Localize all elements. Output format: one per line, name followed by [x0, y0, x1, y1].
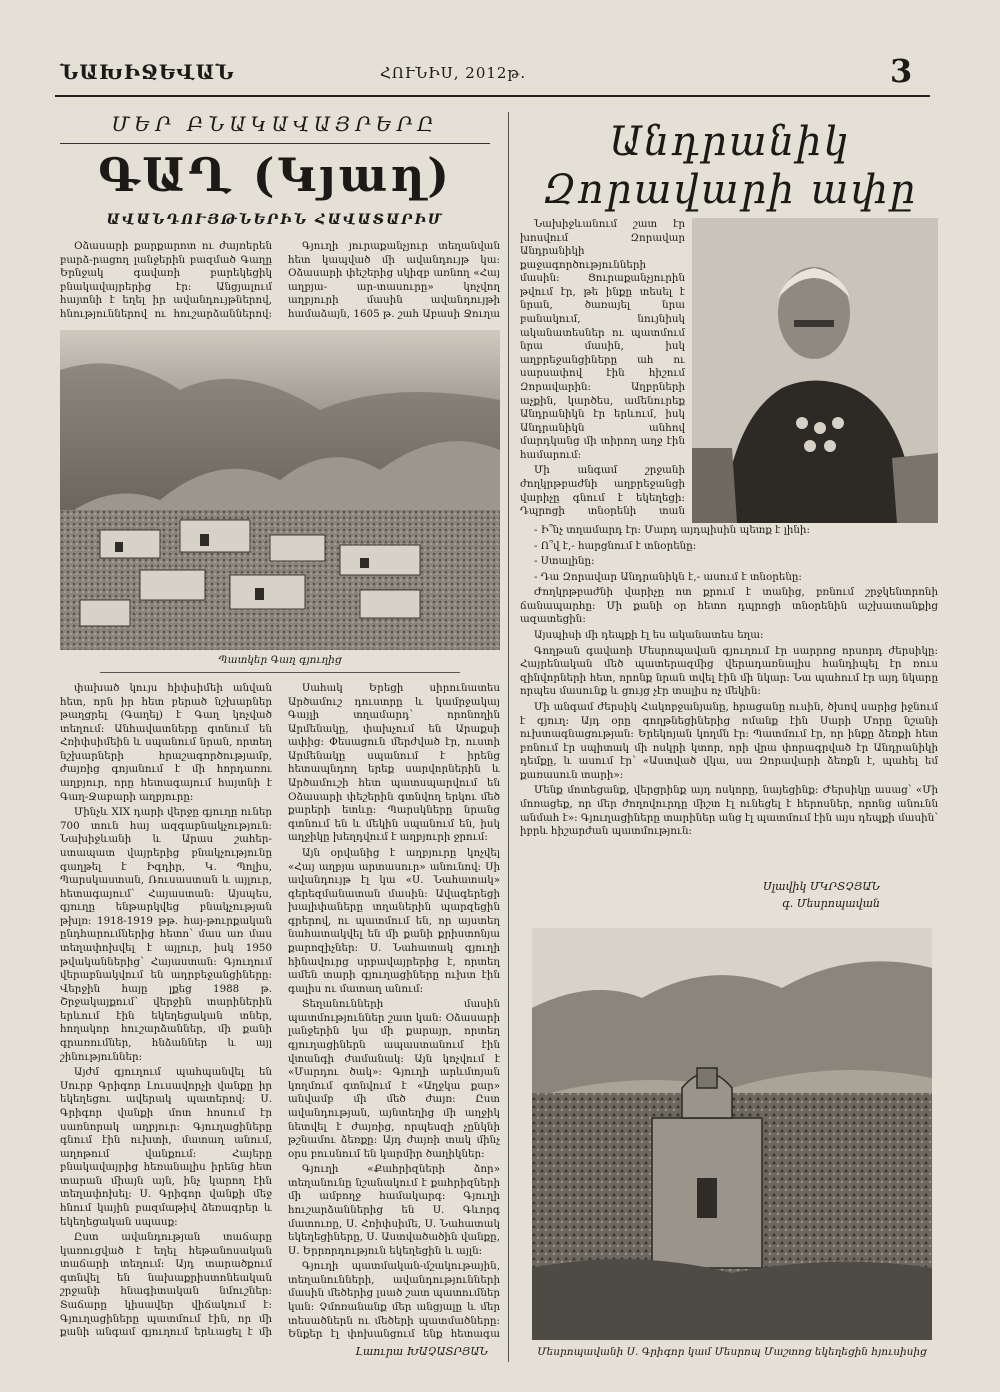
- header-rule: [55, 95, 930, 97]
- paragraph: Ժողկրթբաժնի վարիչը ոտ քրում է տանից, բռնում շրջկենտրոնի ճանապարհը: Մի քանի օր հետո դպրոցի տնօրենին աշխատանքից ազատեցին:: [520, 586, 938, 626]
- paragraph: Գյուղի պատմական-մշակութային, տեղանունների, ավանդությունների մասին մեծերից լսած շատ պատումներ կան: Չմոռանանք մեր անցյալը և մեր տեսածներն ու մեծերի պատմածները: Ենքեր էլ փոխանցում ենք հետագա: [288, 1260, 500, 1340]
- dialogue-line: - Դա Զորավար Անդրանիկն է,- ասում է տնօրենը:: [534, 570, 802, 583]
- column-separator: [508, 112, 509, 1362]
- gagh-article-title: ԳԱՂ (Կյաղ): [98, 148, 452, 202]
- church-photo-caption: Մեսրոպավանի Ս. Գրիգոր կամ Մեսրոպ Մաշտոց եկեղեցին հյուսիսից: [537, 1346, 927, 1358]
- rubric-rule: [60, 143, 490, 144]
- gagh-intro-column-2: [288, 240, 500, 322]
- page-number: 3: [890, 52, 913, 90]
- dialogue-line: - Ո՞վ է,- հարցնում է տնօրենը:: [534, 539, 697, 552]
- masthead: ՆԱԽԻՋԵՎԱՆ: [60, 60, 235, 84]
- title-line-1: Անդրանիկ: [609, 119, 851, 165]
- dialogue-line: - Ի՞նչ տղամարդ էր: Մարդ այդպիսին պետք է լինի:: [534, 524, 810, 536]
- gagh-byline: Լաուրա ԽԱՉԱՏՐՅԱՆ: [355, 1345, 488, 1358]
- andranik-body: [520, 524, 938, 904]
- paragraph: Այժմ գյուղում պահպանվել են Սուրբ Գրիգոր Լուսավորչի վանքը իր եկեղեցու ավերակ պատերով: Ս. Գրիգոր վանքի մոտ հոսում էր սառնորակ աղբյուր: Գյուղացիները գնում էին ուխտի, մատաղ անում, աղոթում վանքում: Հայերը բնակավայրից հեռանալիս իրենց հետ տարան միայն այն, ինչ կարող էին տեղափոխել: Ս. Գրիգոր վանքի մեջ հնում կային բազմաթիվ ձեռագրեր և եկեղեցական սպասք:: [60, 1066, 272, 1228]
- paragraph: Մենք մոտեցանք, վերցրինք այդ ոսկորը, նայեցինք: Ժերսիկը ասաց՝ «Մի մոռացեք, որ մեր ժողովուրդը միշտ էլ ունեցել է հերոսներ, որոնց անունն անմահ է»: Գյուղացիները տարիներ անց էլ պատմում էին այս դեպքի մասին՝ իբրև հիշարժան պատմություն:: [520, 784, 938, 838]
- paragraph: Ըստ ավանդության տաճարը կառուցված է եղել հեթանոսական տաճարի տեղում: Այդ տարածքում գտնվել են նախաքրիստոնեական շրջանի հնագիտական նմուշներ: Տաճարը կիսավեր վիճակում է: Գյուղացիները պատմում էին, որ մի քանի անգամ գյուղում երևացել է մի: [60, 1231, 272, 1339]
- title-line-2: Զորավարի ափը: [542, 167, 918, 213]
- paragraph: Գյուղի «Քահրիզների ձոր» տեղանունը նշանակում է քահրիզների մի ամբողջ համակարգ: Գյուղի հուշարձաններից են Ս. Գևորգ մատուռը, Ս. Հռիփսիմե, Ս. Նահատակ եկեղեցիները, Ս. Աստվածածին վանքը, Ս. Երրորդություն եկեղեցին և այլն:: [288, 1163, 500, 1257]
- gagh-article-subtitle: ԱՎԱՆԴՈՒՅԹՆԵՐԻՆ ՀԱՎԱՏԱՐԻՄ: [106, 212, 444, 228]
- section-rubric: ՄԵՐ ԲՆԱԿԱՎԱՅՐԵՐԸ: [111, 112, 439, 136]
- paragraph: Գողթան գավառի Մեսրոպավան գյուղում էր սարրոց որսորդ ժերսիկը: Հայրենական մեծ պատերազմից վերադառնալիս հանդիպել էր ռուս զինվորների հետ, որոնք նրան տվել էին մի նկար: Նա պահում էր այդ նկարը որպես մասունք և ցույց չէր տալիս ոչ մեկին:: [520, 644, 938, 698]
- gagh-body-column-1: [60, 682, 272, 1340]
- dialogue-line: - Ստալինը:: [534, 555, 595, 568]
- paragraph: Մինչև XIX դարի վերջը գյուղը ուներ 700 տուն հայ ազգաբնակչություն: Նախիջևանի և Արաս շահեր-ստապատ վայրերից բնակչությունը գաղթել է Իգդիր, Կ. Պոլիս, Պարսկաստան, Ռուսաստան և այլուր, հետագայում՝ Հայաստան: Այսպես, գյուղը ենթարկվեց բնակչության թխլռ: 1918-1919 թթ. հայ-թուրքական ընդհարումներից հետո՝ մաս առ մաս տեղափոխվել է այլուր, իսկ 1950 թվականներից՝ Հայաստան: Գյուղում վերաբնակվում են ադրբեջանցիները: Վերջին հայը լքեց 1988 թ. Շրջակայքում՝ վերջին տարիներին երևում էին եկեղեցական տներ, հողակոր հուշարձաններ, մի քանի գրառումներ, հնձաններ և այլ շինություններ:: [60, 806, 272, 1063]
- paragraph: Մի անգամ ժերսիկ Հակոբջանյանը, հրացանը ուսին, ծխով սարից իջնում է գյուղ: Այդ օրը գողթնեցիներից ոմանք էին Սարի Մորը նշանի ուխտագնացության: Երեկոյան կողմն էր: Պատմում էր, որ ինքը ձեռքի հետ բռնում էր սպիտակ մի ոսկրի կտոր, որի վրա փորագրված էր Անդրանիկի դեմքը, և ասում էր՝ «Աստված վկա, սա Զորավարի ձեռքն է, պահել եմ քառասուն տարի»:: [520, 700, 938, 781]
- paragraph: Սահակ Երեցի սիրունատես Արծամուշ դուստրը և կամրջակայ Գայլի տղամարդ՝ որոնողին Արմենակը, փախչում են Արաքսի ափից: Փեսացուն մերժված էր, ուստի Արմենակը սպանում է իրենց հետապնդող երեք սարվորներին և Արծամուշի հետ պատսպարվում են Օձասարի փեշերին գտնվող երկու մեծ քարերի ետևը: Պարսկները նրանց գտնում են և մեկին սպանում են, իսկ աղջիկը խեղդվում է աղբյուրի ջրում:: [288, 682, 500, 844]
- caption-rule: [100, 672, 460, 673]
- gagh-village-photo: [60, 330, 500, 650]
- andranik-byline-name: Սլավիկ ՄԿՐՏՉՅԱՆ: [763, 880, 880, 893]
- church-photo: [532, 928, 932, 1340]
- paragraph: Տեղանունների մասին պատմություններ շատ կան: Օձասարի լանջերին կա մի քարայր, որտեղ գյուղացիներն ապաստանում էին վտանգի ժամանակ: Այն կոչվում է «Մարդու ծակ»: Գյուղի արևմտյան կողմում գտնվում է «Աղջկա քար» անվամբ մի մեծ ժայռ: Ըստ ավանդության, այնտեղից մի աղջիկ նետվել է ժայռից, որպեսզի չընկնի թշնամու ձեռքը: Այդ ժայռի տակ մինչ օրս բուսնում են կարմիր ծաղիկներ:: [288, 998, 500, 1160]
- paragraph: Գյուղի յուրաքանչյուր տեղանվան հետ կապված մի ավանդույթ կա: Օձասարի փեշերից սկիզբ առնող «Հայ աղբյա- ար-տասուրը» կոչվող աղբյուրի մասին ավանդույթի համաձայն, 1605 թ. շահ Աբասի Ջուղա: [288, 240, 500, 320]
- issue-date: ՀՈՒՆԻՍ, 2012թ.: [380, 64, 527, 82]
- andranik-intro-column: [520, 218, 685, 520]
- andranik-portrait-photo: [692, 218, 938, 523]
- gagh-intro-column-1: [60, 240, 272, 322]
- andranik-article-title: [520, 118, 940, 214]
- andranik-byline-place: գ. Մեսրոպավան: [782, 897, 880, 910]
- paragraph: Մի անգամ շրջանի ժողկրթբաժնի աղբրեջանցի վարիչը գնում է եկեղեցի: Դպրոցի տնօրենի տան: [520, 464, 685, 518]
- gagh-body-column-2: [288, 682, 500, 1340]
- gagh-photo-caption: Պատկեր Գաղ գյուղից: [218, 654, 342, 666]
- paragraph: փախած կույս հիփսիմեի անվան հետ, որն իր հետ բերած նշխարներ թաղցրել (Գաղել) է Գաղ կոչված տեղում: Անհավատները գտնում են Հռիփսիմեին և սպանում նրան, որտեղ նշխարների հրաշագործությամբ, ժայռից գոյանում է մի հորդառու աղբյուր, որը հետագայում հայտնի է Գաղ-Ջաբարի աղբյուրը:: [60, 682, 272, 803]
- paragraph: Այսպիսի մի դեպքի էլ ես ականատես եղա:: [534, 629, 764, 642]
- paragraph: Օձասարի քարքարոտ ու ժայռերեն բարձ-րացող լանջերին բազմած Գաղը Երնջակ գավառի բարեկեցիկ բնակավայրերից էր: Անցյալում հայտնի է եղել իր ավանդույթներով, հնություններով ու հուշարձաններով:: [60, 240, 272, 320]
- paragraph: Նախիջևանում շատ էր խոսվում Զորավար Անդրանիկի քաջագործությունների մասին: Ցուրաքանչյուրին թվում էր, թե ինքը տեսել է նրան, ծառայել նրա բանակում, նույնիսկ ականատեսներ ու պատմում նրա մասին, իսկ աղբրեջանցիները ահ ու սարսափով էին հիշում Զորավարին: Աղբրների աչքին, կարծես, ամենուրեք Անդրանիկն էր երևում, իսկ Անդրանիկն անհով մարդկանց մի տիրող աղջ էին համարում:: [520, 218, 685, 461]
- paragraph: Այն օրվանից է աղբյուրը կոչվել «Հայ աղբյա արտասուր» անունով: Սի ավանդույթ էլ կա «Ս. Նահատակ» գերեզմանատան մասին: Ավագերեցի խալիփաները տղաներին պարզեցին գրերով, ու պատմում են, որ այստեղ նահատակվել են մի քանի քրիստոնյա քարոզիչներ: Ս. Նահատակ գյուղի հինավուրց սրբավայրերից է, որտեղ ամեն տարի գյուղացիները ուխտ էին գալիս ու մատաղ անում:: [288, 846, 500, 995]
